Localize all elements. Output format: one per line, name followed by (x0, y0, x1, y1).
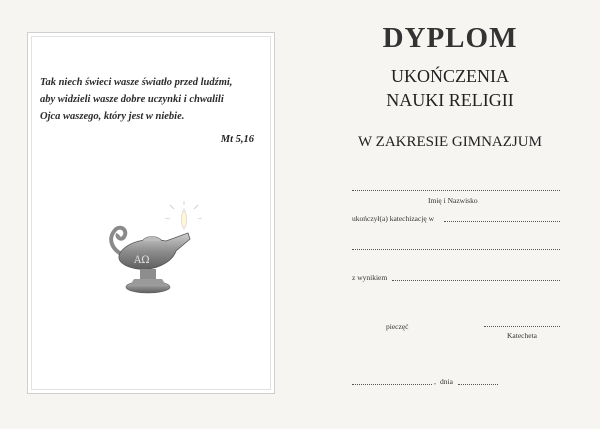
diploma-title: DYPLOM (382, 22, 518, 54)
quote-panel (27, 32, 275, 394)
quote-line: Tak niech świeci wasze światło przed ludźmi, (40, 77, 233, 88)
place-field[interactable] (352, 384, 432, 385)
date-field[interactable] (458, 384, 498, 385)
subtitle-line-1: UKOŃCZENIA (391, 66, 509, 86)
subtitle-line-2: NAUKI RELIGII (386, 90, 514, 110)
result-label: z wynikiem (352, 273, 388, 282)
svg-text:ΑΩ: ΑΩ (134, 255, 150, 266)
diploma-form (300, 0, 600, 429)
parish-field[interactable] (444, 221, 560, 222)
catechist-signature-field[interactable] (484, 326, 560, 327)
quote-line: aby widzieli wasze dobre uczynki i chwalili (40, 94, 224, 105)
completed-label: ukończył(a) katechizację w (352, 214, 435, 223)
oil-lamp-icon (102, 201, 202, 311)
result-field[interactable] (392, 280, 560, 281)
date-label: dnia (440, 377, 453, 386)
quote-reference: Mt 5,16 (220, 134, 254, 145)
comma: , (434, 377, 436, 386)
catechist-label: Katecheta (507, 331, 537, 340)
name-field[interactable] (352, 190, 560, 191)
bible-quote (40, 74, 262, 125)
name-label: Imię i Nazwisko (428, 196, 478, 205)
scope-heading: W ZAKRESIE GIMNAZJUM (358, 134, 542, 150)
quote-line: Ojca waszego, który jest w niebie. (40, 111, 185, 122)
parish-field-continued[interactable] (352, 249, 560, 250)
stamp-label: pieczęć (386, 322, 409, 331)
